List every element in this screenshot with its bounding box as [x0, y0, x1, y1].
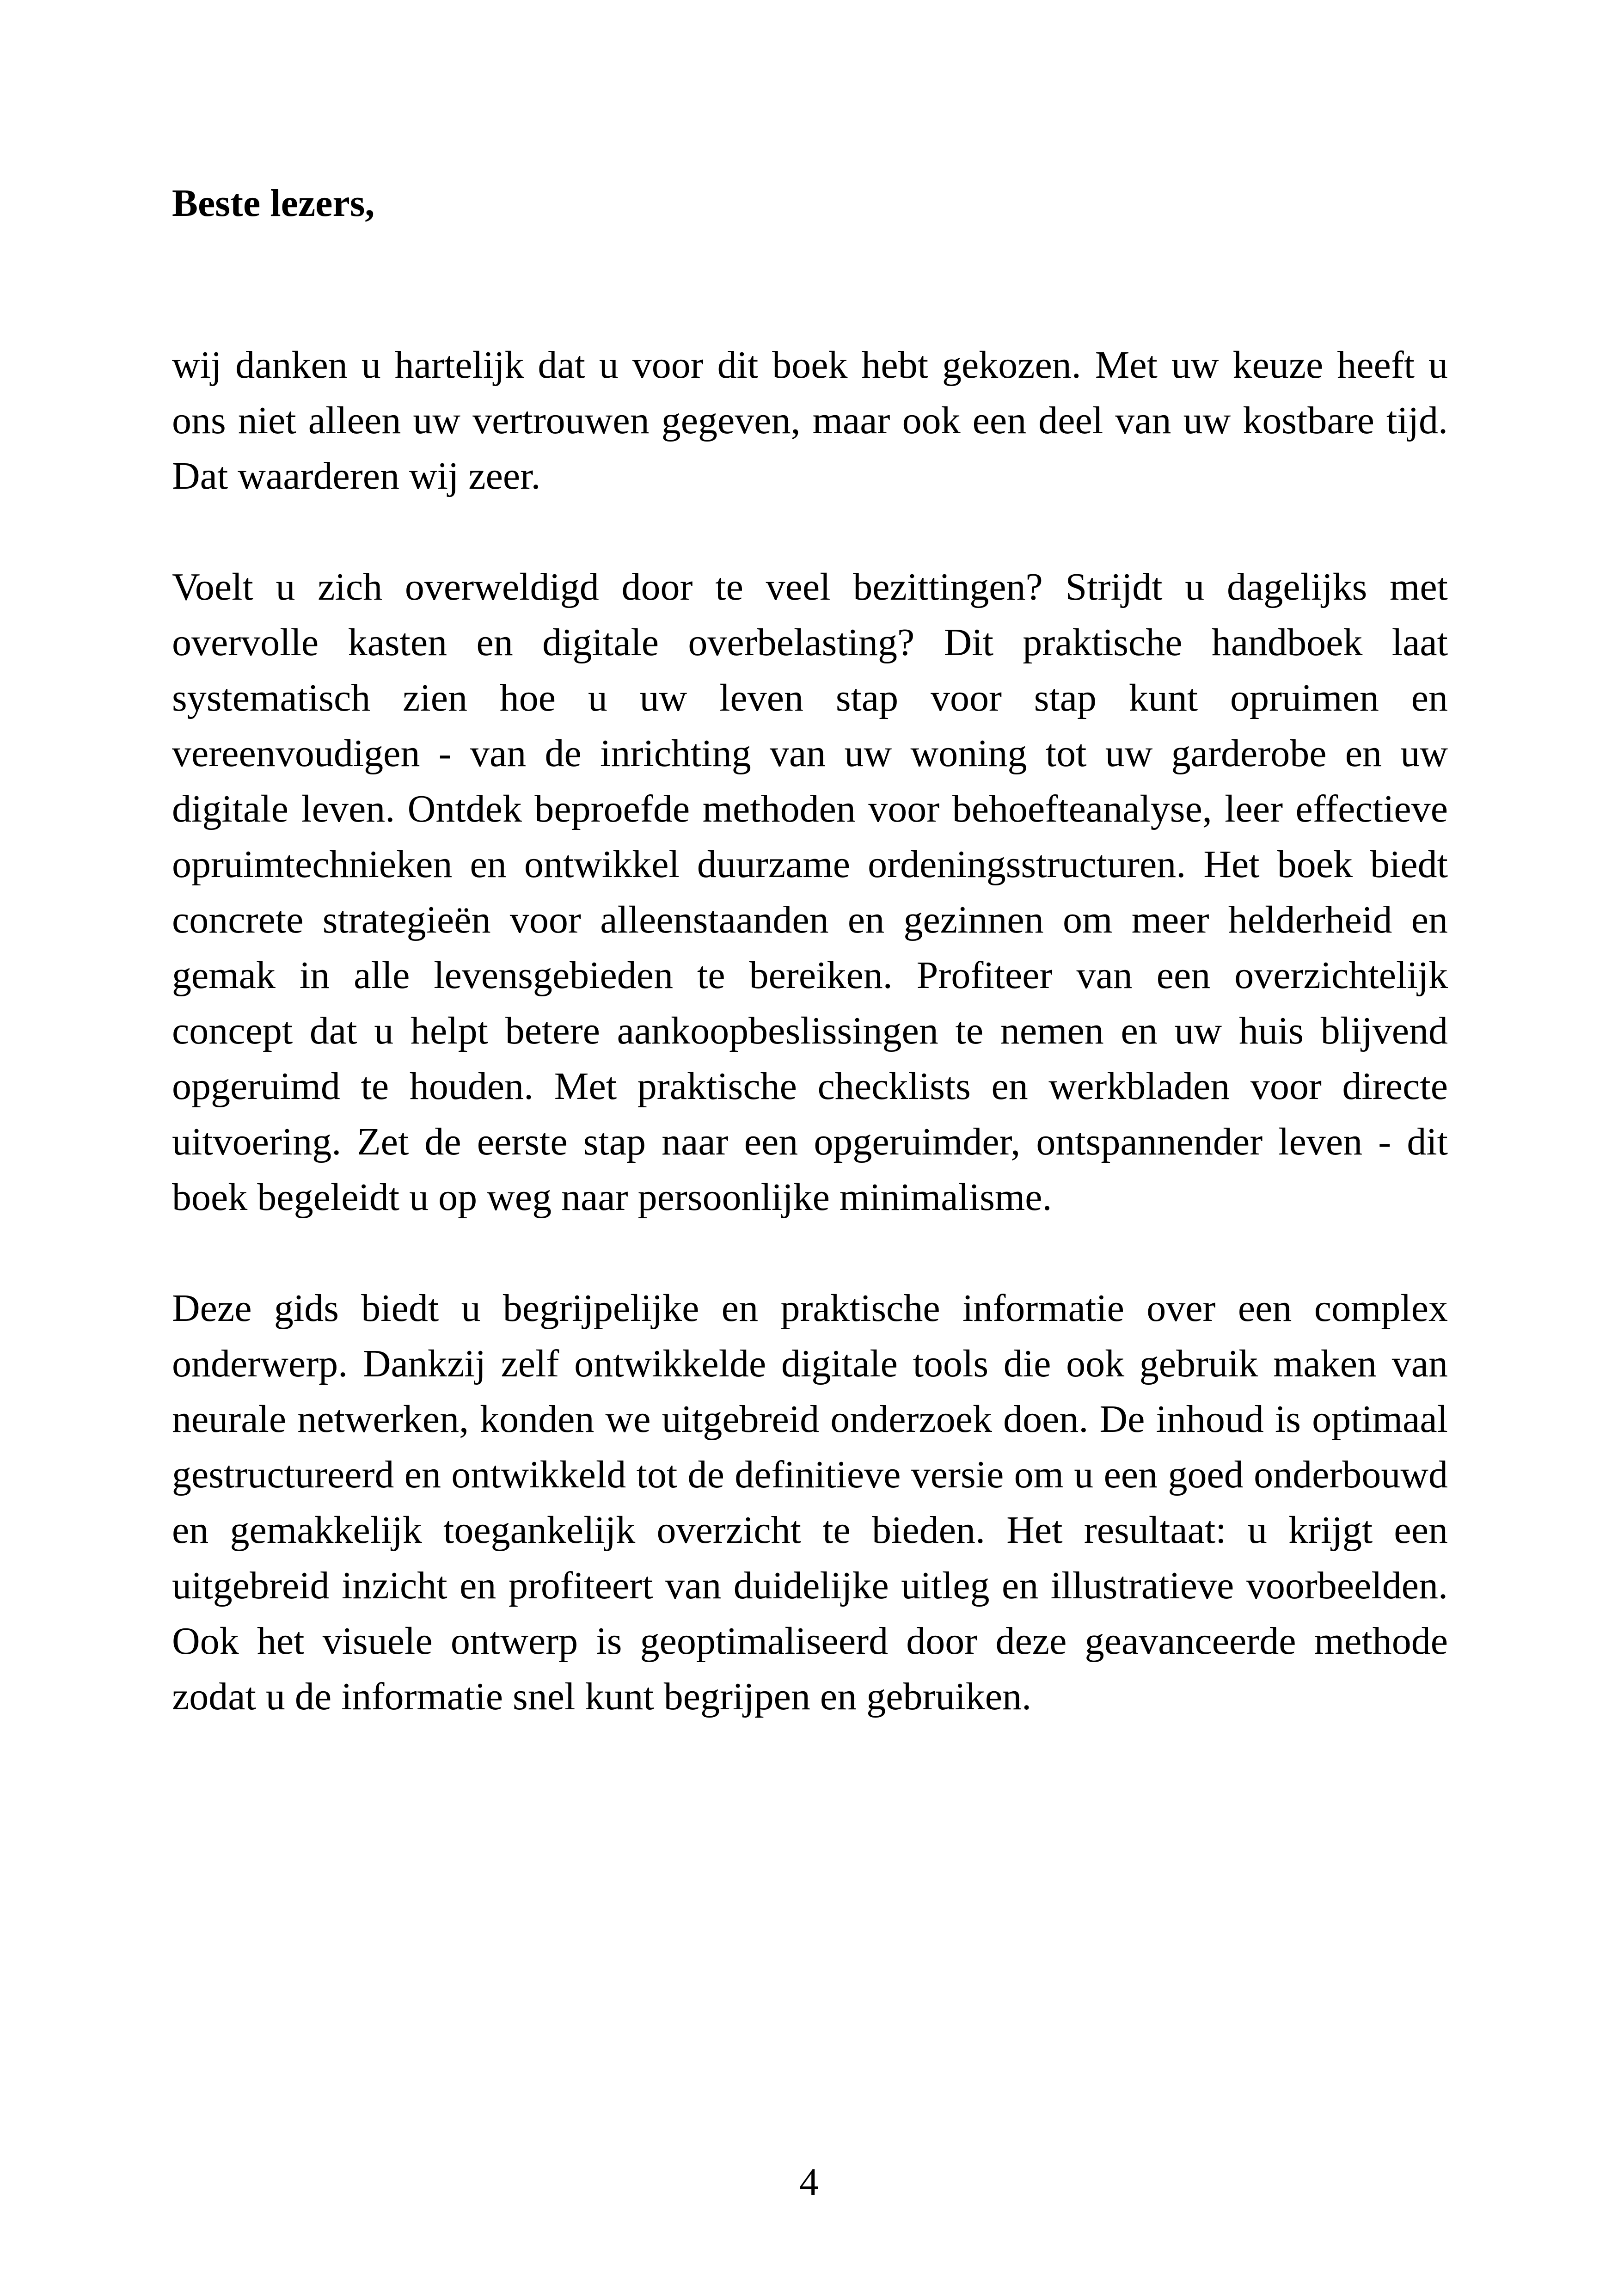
- greeting-heading: Beste lezers,: [172, 182, 375, 225]
- page-content: [172, 176, 1448, 1725]
- page-number: 4: [799, 2161, 819, 2204]
- paragraph-book-description: Voelt u zich overweldigd door te veel bezittingen? Strijdt u dagelijks met overvolle kasten en digitale overbelasting? Dit praktische handboek laat systematisch zien hoe u uw leven stap voor stap kunt opruimen en vereenvoudigen - van de inrichting van uw woning tot uw garderobe en uw digitale leven. Ontdek beproefde methoden voor behoefteanalyse, leer effectieve opruimtechnieken en ontwikkel duurzame ordeningsstructuren. Het boek biedt concrete strategieën voor alleenstaanden en gezinnen om meer helderheid en gemak in alle levensgebieden te bereiken. Profiteer van een overzichtelijk concept dat u helpt betere aankoopbeslissingen te nemen en uw huis blijvend opgeruimd te houden. Met praktische checklists en werkbladen voor directe uitvoering. Zet de eerste stap naar een opgeruimder, ontspannender leven - dit boek begeleidt u op weg naar persoonlijke minimalisme.: [172, 565, 1448, 1219]
- paragraph-thanks: wij danken u hartelijk dat u voor dit boek hebt gekozen. Met uw keuze heeft u ons niet alleen uw vertrouwen gegeven, maar ook een deel van uw kostbare tijd. Dat waarderen wij zeer.: [172, 344, 1448, 497]
- paragraph-guide-info: Deze gids biedt u begrijpelijke en praktische informatie over een complex onderwerp. Dankzij zelf ontwikkelde digitale tools die ook gebruik maken van neurale netwerken, konden we uitgebreid onderzoek doen. De inhoud is optimaal gestructureerd en ontwikkeld tot de definitieve versie om u een goed onderbouwd en gemakkelijk toegankelijk overzicht te bieden. Het resultaat: u krijgt een uitgebreid inzicht en profiteert van duidelijke uitleg en illustratieve voorbeelden. Ook het visuele ontwerp is geoptimaliseerd door deze geavanceerde methode zodat u de informatie snel kunt begrijpen en gebruiken.: [172, 1287, 1448, 1718]
